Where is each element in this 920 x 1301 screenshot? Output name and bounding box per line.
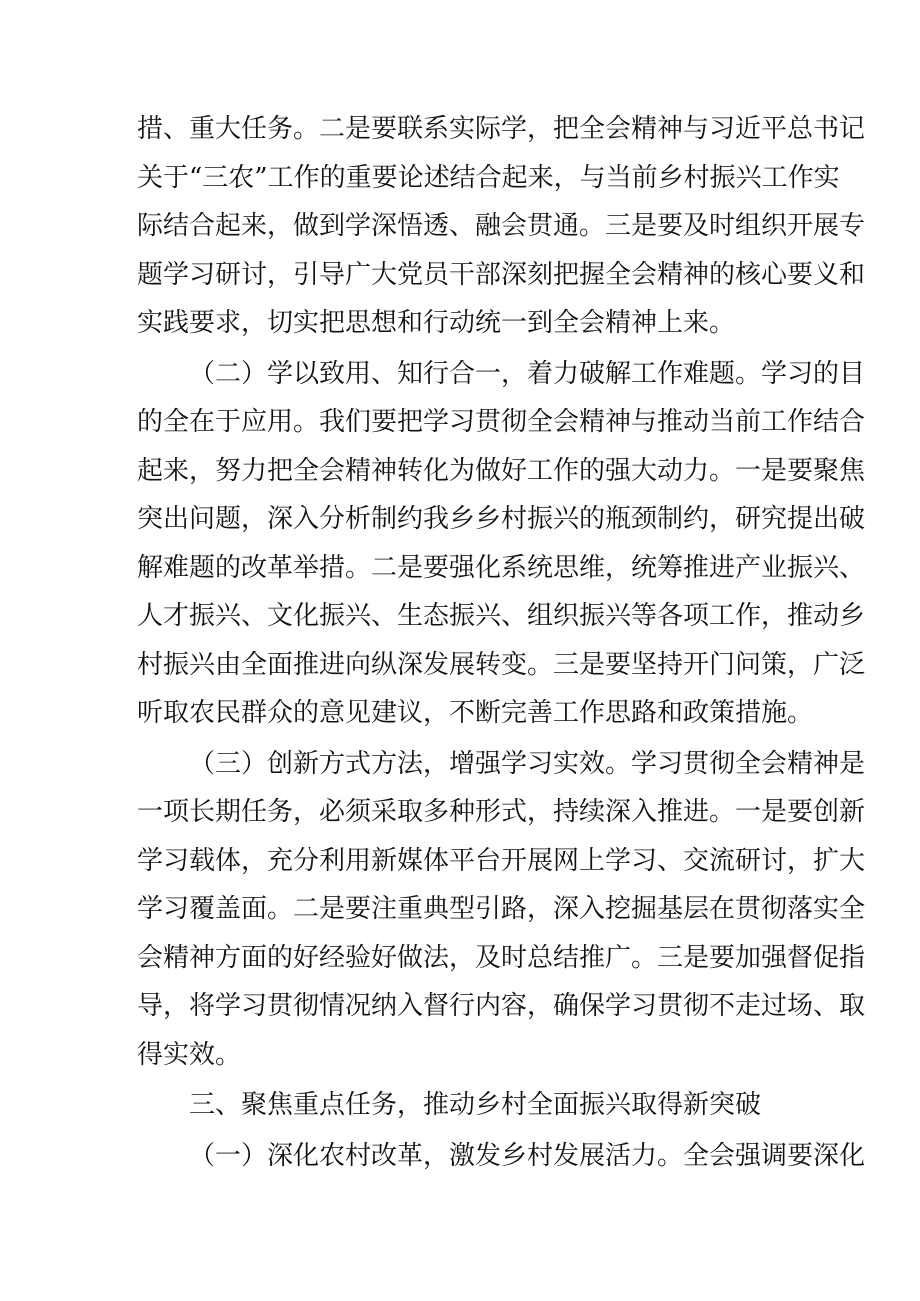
paragraph-subsection-1 — [137, 1132, 866, 1181]
text-line: （二）学以致用、知行合一，着力破解工作难题。学习的目 — [189, 358, 866, 389]
text-line: 关于“三农”工作的重要论述结合起来，与当前乡村振兴工作实 — [137, 162, 840, 193]
text-line: 的全在于应用。我们要把学习贯彻全会精神与推动当前工作结合 — [137, 407, 866, 437]
text-line: 措、重大任务。二是要联系实际学，把全会精神与习近平总书记 — [137, 114, 866, 144]
text-line: 际结合起来，做到学深悟透、融会贯通。三是要及时组织开展专 — [137, 211, 866, 241]
text-line: 实践要求，切实把思想和行动统一到全会精神上来。 — [137, 308, 736, 338]
text-line: 导，将学习贯彻情况纳入督行内容，确保学习贯彻不走过场、取 — [137, 991, 866, 1021]
paragraph-section-2 — [137, 350, 866, 738]
section-heading — [137, 1081, 797, 1130]
text-line: 村振兴由全面推进向纵深发展转变。三是要坚持开门问策，广泛 — [137, 649, 866, 680]
text-line: 会精神方面的好经验好做法，及时总结推广。三是要加强督促指 — [137, 942, 866, 973]
text-line: 解难题的改革举措。二是要强化系统思维，统筹推进产业振兴、 — [137, 552, 866, 583]
section-heading-text: 三、聚焦重点任务，推动乡村全面振兴取得新突破 — [189, 1090, 762, 1120]
text-line: 听取农民群众的意见建议，不断完善工作思路和政策措施。 — [137, 698, 814, 728]
text-line: 学习覆盖面。二是要注重典型引路，深入挖掘基层在贯彻落实全 — [137, 894, 866, 924]
text-line: 学习载体，充分利用新媒体平台开展网上学习、交流研讨，扩大 — [137, 845, 866, 876]
text-line: （三）创新方式方法，增强学习实效。学习贯彻全会精神是 — [189, 748, 866, 779]
paragraph-continuation — [137, 105, 866, 348]
text-line: 得实效。 — [137, 1039, 242, 1070]
text-line: 起来，努力把全会精神转化为做好工作的强大动力。一是要聚焦 — [137, 455, 866, 486]
document-body — [137, 105, 866, 1182]
text-line: 突出问题，深入分析制约我乡乡村振兴的瓶颈制约，研究提出破 — [137, 504, 866, 534]
paragraph-section-3 — [137, 740, 866, 1080]
text-line: 题学习研讨，引导广大党员干部深刻把握全会精神的核心要义和 — [137, 259, 866, 290]
text-line: （一）深化农村改革，激发乡村发展活力。全会强调要深化 — [189, 1140, 866, 1171]
text-line: 一项长期任务，必须采取多种形式，持续深入推进。一是要创新 — [137, 797, 866, 827]
text-line: 人才振兴、文化振兴、生态振兴、组织振兴等各项工作，推动乡 — [137, 601, 866, 631]
